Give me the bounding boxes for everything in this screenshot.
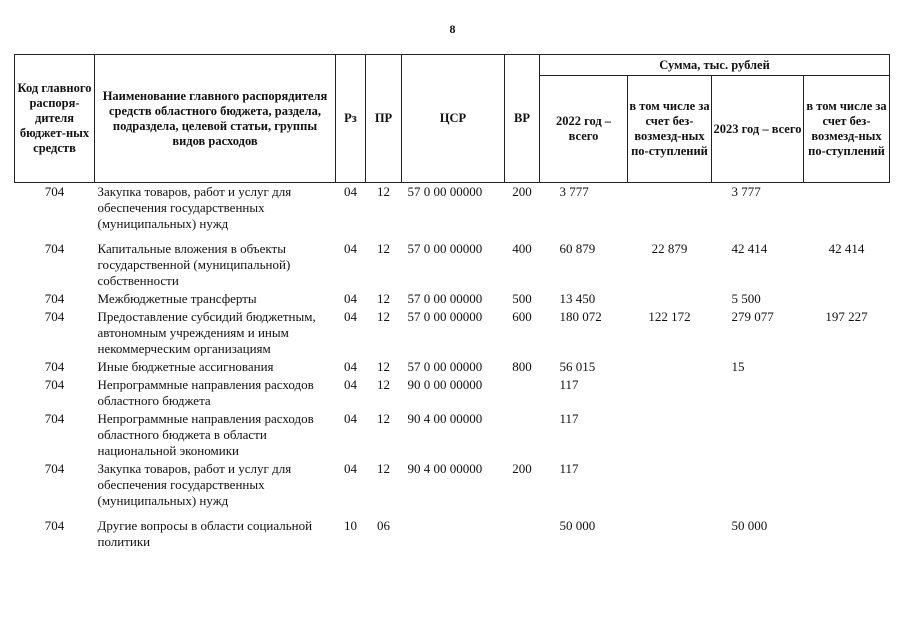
cell-csr: 57 0 00 00000: [407, 291, 483, 306]
cell-vr: 400: [512, 241, 532, 256]
cell-name: Предоставление субсидий бюджетным, автономным учреждениям и иным некоммерческим организациям: [97, 309, 316, 356]
header-vr: ВР: [505, 55, 540, 183]
cell-pr: 12: [377, 184, 390, 199]
cell-pr: 12: [377, 291, 390, 306]
cell-2023-free: 197 227: [825, 309, 868, 324]
cell-vr: [505, 410, 540, 460]
cell-2023-total: 15: [731, 359, 745, 374]
cell-code: 704: [44, 461, 65, 476]
header-sum-group: Сумма, тыс. рублей: [540, 55, 890, 76]
cell-2022-free: [628, 290, 712, 308]
cell-2022-total: 180 072: [559, 309, 602, 324]
table-row: [15, 460, 890, 510]
cell-vr: 200: [512, 184, 532, 199]
cell-vr: [505, 510, 540, 551]
cell-2023-total: 42 414: [731, 241, 768, 256]
cell-rz: 04: [344, 359, 357, 374]
table-row: [15, 183, 890, 234]
cell-2023-total: 279 077: [731, 309, 774, 324]
header-name: Наименование главного распорядителя средств областного бюджета, раздела, подраздела, целевой статьи, группы видов расходов: [95, 55, 336, 183]
cell-2022-total: 50 000: [559, 518, 596, 533]
table-row: [15, 358, 890, 376]
budget-table: [14, 54, 890, 551]
table-row: [15, 308, 890, 358]
cell-2022-total: 13 450: [559, 291, 596, 306]
cell-name: Другие вопросы в области социальной политики: [97, 518, 313, 549]
cell-2023-free: [804, 376, 890, 410]
cell-name: Закупка товаров, работ и услуг для обеспечения государственных (муниципальных) нужд: [97, 184, 292, 231]
cell-pr: 12: [377, 241, 390, 256]
cell-csr: 57 0 00 00000: [407, 184, 483, 199]
table-row: [15, 376, 890, 410]
header-rz: Рз: [336, 55, 366, 183]
cell-2023-total: 3 777: [731, 184, 761, 199]
cell-code: 704: [44, 377, 65, 392]
cell-pr: 06: [377, 518, 390, 533]
cell-csr: 90 4 00 00000: [407, 461, 483, 476]
cell-code: 704: [44, 518, 65, 533]
cell-code: 704: [44, 309, 65, 324]
cell-rz: 04: [344, 291, 357, 306]
cell-2022-total: 117: [559, 461, 579, 476]
cell-2022-total: 117: [559, 377, 579, 392]
cell-2023-free: [804, 510, 890, 551]
cell-2023-total: [712, 460, 804, 510]
cell-rz: 04: [344, 241, 357, 256]
cell-name: Межбюджетные трансферты: [97, 291, 257, 306]
cell-2023-total: 50 000: [731, 518, 768, 533]
cell-pr: 12: [377, 461, 390, 476]
cell-2023-total: [712, 376, 804, 410]
cell-pr: 12: [377, 359, 390, 374]
header-2023-free: в том числе за счет без-возмезд-ных по-ступлений: [804, 76, 890, 183]
cell-vr: 200: [512, 461, 532, 476]
cell-2023-free: [804, 183, 890, 234]
cell-2022-total: 56 015: [559, 359, 596, 374]
cell-2022-free: [628, 183, 712, 234]
cell-pr: 12: [377, 377, 390, 392]
cell-2022-free: 122 172: [648, 309, 691, 324]
cell-2022-free: [628, 460, 712, 510]
cell-2022-free: [628, 510, 712, 551]
cell-vr: 800: [512, 359, 532, 374]
cell-2022-free: 22 879: [651, 241, 688, 256]
cell-2023-total: [712, 410, 804, 460]
cell-pr: 12: [377, 309, 390, 324]
cell-pr: 12: [377, 411, 390, 426]
cell-2022-free: [628, 410, 712, 460]
cell-code: 704: [44, 291, 65, 306]
cell-name: Непрограммные направления расходов областного бюджета: [97, 377, 314, 408]
cell-code: 704: [44, 241, 65, 256]
cell-name: Закупка товаров, работ и услуг для обеспечения государственных (муниципальных) нужд: [97, 461, 292, 508]
budget-table-container: [14, 54, 889, 551]
cell-2023-free: [804, 460, 890, 510]
header-csr: ЦСР: [402, 55, 505, 183]
cell-vr: [505, 376, 540, 410]
cell-2023-free: [804, 358, 890, 376]
cell-2022-free: [628, 358, 712, 376]
cell-2022-total: 60 879: [559, 241, 596, 256]
cell-rz: 04: [344, 184, 357, 199]
header-2023-total: 2023 год – всего: [712, 76, 804, 183]
cell-rz: 04: [344, 377, 357, 392]
header-2022-free: в том числе за счет без-возмезд-ных по-ступлений: [628, 76, 712, 183]
cell-code: 704: [44, 359, 65, 374]
table-row: [15, 233, 890, 290]
cell-rz: 04: [344, 411, 357, 426]
table-body: [15, 183, 890, 552]
cell-csr: 57 0 00 00000: [407, 241, 483, 256]
table-row: [15, 290, 890, 308]
cell-2022-total: 117: [559, 411, 579, 426]
cell-name: Иные бюджетные ассигнования: [97, 359, 274, 374]
cell-2023-total: 5 500: [731, 291, 761, 306]
cell-csr: [402, 510, 505, 551]
table-row: [15, 410, 890, 460]
table-row: [15, 510, 890, 551]
header-code: Код главного распоря-дителя бюджет-ных средств: [15, 55, 95, 183]
cell-name: Капитальные вложения в объекты государственной (муниципальной) собственности: [97, 241, 291, 288]
cell-2022-total: 3 777: [559, 184, 589, 199]
page-number: 8: [449, 22, 456, 36]
cell-csr: 90 4 00 00000: [407, 411, 483, 426]
cell-rz: 04: [344, 461, 357, 476]
cell-vr: 500: [512, 291, 532, 306]
header-2022-total: 2022 год – всего: [540, 76, 628, 183]
cell-rz: 10: [344, 518, 357, 533]
cell-rz: 04: [344, 309, 357, 324]
cell-2023-free: 42 414: [828, 241, 865, 256]
cell-2023-free: [804, 290, 890, 308]
cell-2023-free: [804, 410, 890, 460]
cell-2022-free: [628, 376, 712, 410]
cell-code: 704: [44, 411, 65, 426]
cell-code: 704: [44, 184, 65, 199]
cell-vr: 600: [512, 309, 532, 324]
cell-csr: 90 0 00 00000: [407, 377, 483, 392]
cell-name: Непрограммные направления расходов областного бюджета в области национальной экономики: [97, 411, 314, 458]
cell-csr: 57 0 00 00000: [407, 309, 483, 324]
cell-csr: 57 0 00 00000: [407, 359, 483, 374]
header-pr: ПР: [366, 55, 402, 183]
